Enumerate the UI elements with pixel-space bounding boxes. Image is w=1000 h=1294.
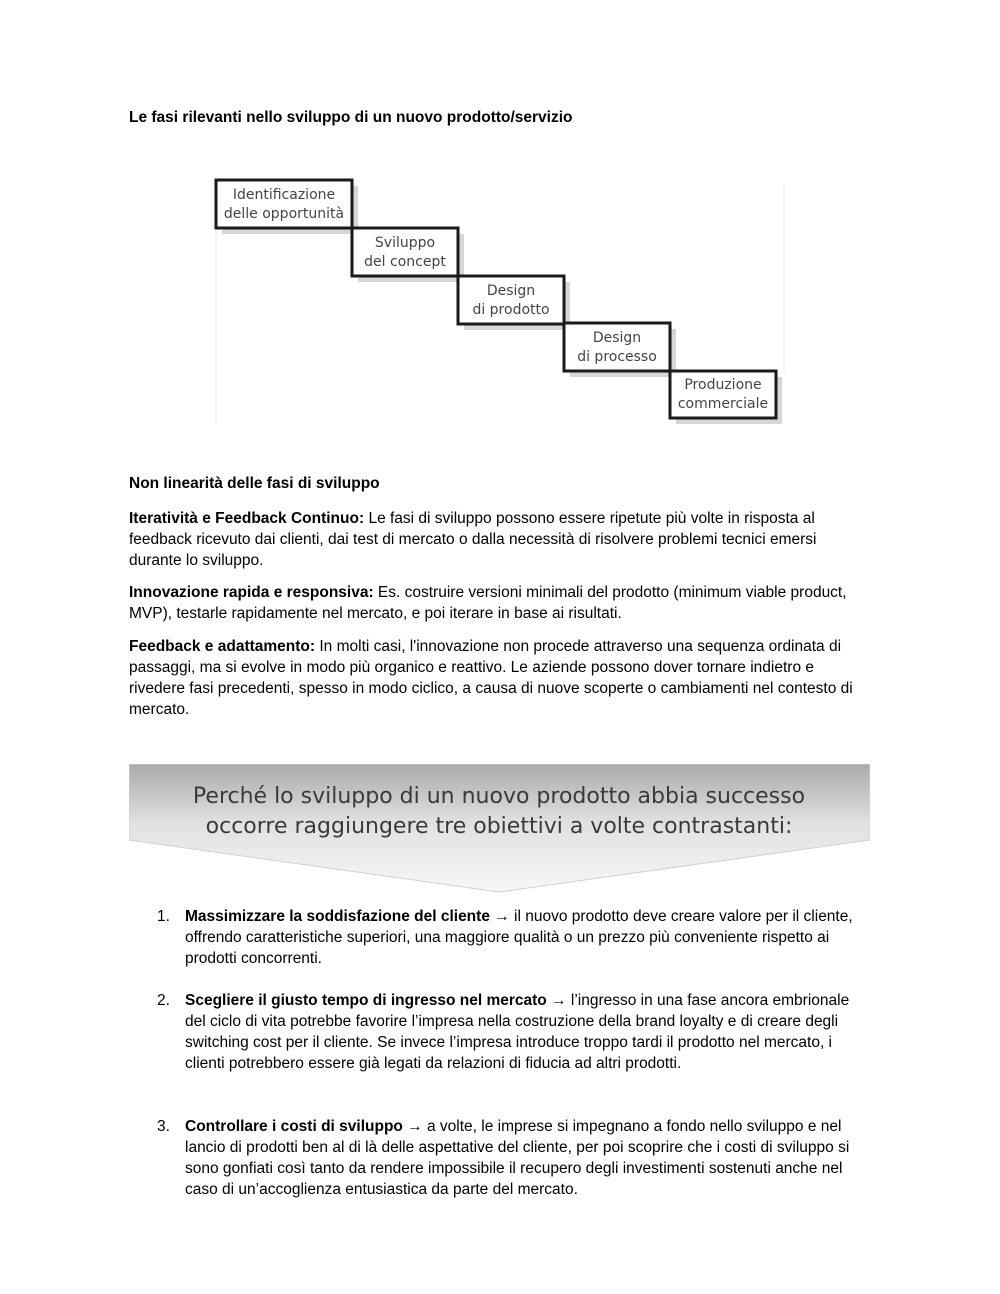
paragraph-text: In molti casi, l'innovazione non procede attraverso una sequenza ordinata di passaggi, ma si evolve in modo più organico e reattivo. Le aziende possono dover tornare indietro e rivedere fasi precedenti, spesso in modo ciclico, a causa di nuove scoperte o cambiamenti nel contesto di mercato. [129,638,853,718]
paragraph-label: Iteratività e Feedback Continuo: [129,510,365,527]
paragraph-label: Innovazione rapida e responsiva: [129,584,374,601]
banner-line2: occorre raggiungere tre obiettivi a volte contrastanti: [205,814,793,839]
diagram-step-5-line1: Produzione [684,377,762,393]
section-heading: Non linearità delle fasi di sviluppo [129,475,380,492]
diagram-step-3 [458,276,570,330]
paragraph-text: Es. costruire versioni minimali del prodotto (minimum viable product, MVP), testarle rapidamente nel mercato, e poi iterare in base ai risultati. [129,584,847,622]
diagram-step-2-line1: Sviluppo [374,235,436,251]
diagram-step-5-line2: commerciale [677,396,769,412]
diagram-step-3-line1: Design [486,283,536,299]
diagram-step-2 [352,228,464,282]
list-number: 1. [157,908,170,925]
list-item-body [185,1116,869,1200]
diagram-step-4 [564,323,676,377]
list-item-label: Massimizzare la soddisfazione del cliente [185,908,490,925]
list-item-3 [129,1116,869,1204]
diagram-step-4-line1: Design [592,330,642,346]
list-item-label: Scegliere il giusto tempo di ingresso nel mercato [185,992,547,1009]
list-item-text: il nuovo prodotto deve creare valore per il cliente, offrendo caratteristiche superiori, una maggiore qualità o un prezzo più conveniente rispetto ai prodotti concorrenti. [185,908,853,967]
page-title: Le fasi rilevanti nello sviluppo di un nuovo prodotto/servizio [129,109,573,126]
list-number: 2. [157,992,170,1009]
diagram-step-1-line1: Identificazione [232,187,336,203]
paragraph-feedback [129,636,869,720]
arrow-icon: → [551,992,567,1009]
list-item-body [185,906,869,969]
list-item-body [185,990,869,1074]
diagram-step-1 [216,180,358,234]
objectives-banner [129,764,870,894]
list-number: 3. [157,1118,170,1135]
arrow-icon: → [407,1118,423,1135]
list-item-label: Controllare i costi di sviluppo [185,1118,403,1135]
list-item-1 [129,906,869,972]
diagram-step-3-line2: di prodotto [472,302,550,318]
phases-diagram [212,174,790,428]
paragraph-label: Feedback e adattamento: [129,638,316,655]
diagram-step-2-line2: del concept [364,254,446,270]
diagram-step-4-line2: di processo [577,349,657,365]
list-item-text: l’ingresso in una fase ancora embrionale del ciclo di vita potrebbe favorire l’impresa nella costruzione della brand loyalty e di creare degli switching cost per il cliente. Se invece l’impresa introduce troppo tardi il prodotto nel mercato, i clienti potrebbero essere già legati da relazioni di fiducia ad altri prodotti. [185,992,850,1072]
diagram-step-5 [670,371,782,424]
paragraph-innovazione [129,582,869,624]
diagram-step-1-line2: delle opportunità [223,206,345,222]
list-item-text: a volte, le imprese si impegnano a fondo nello sviluppo e nel lancio di prodotti ben al di là delle aspettative del cliente, per poi scoprire che i costi di sviluppo si sono gonfiati così tanto da rendere impossibile il recupero degli investimenti sostenuti anche nel caso di un’accoglienza entusiastica da parte del mercato. [185,1118,850,1198]
banner-line1: Perché lo sviluppo di un nuovo prodotto abbia successo [192,784,806,809]
paragraph-text: Le fasi di sviluppo possono essere ripetute più volte in risposta al feedback ricevuto dai clienti, dai test di mercato o dalla necessità di risolvere problemi tecnici emersi durante lo sviluppo. [129,510,817,569]
paragraph-iterativita [129,508,869,571]
list-item-2 [129,990,869,1098]
arrow-icon: → [494,908,510,925]
